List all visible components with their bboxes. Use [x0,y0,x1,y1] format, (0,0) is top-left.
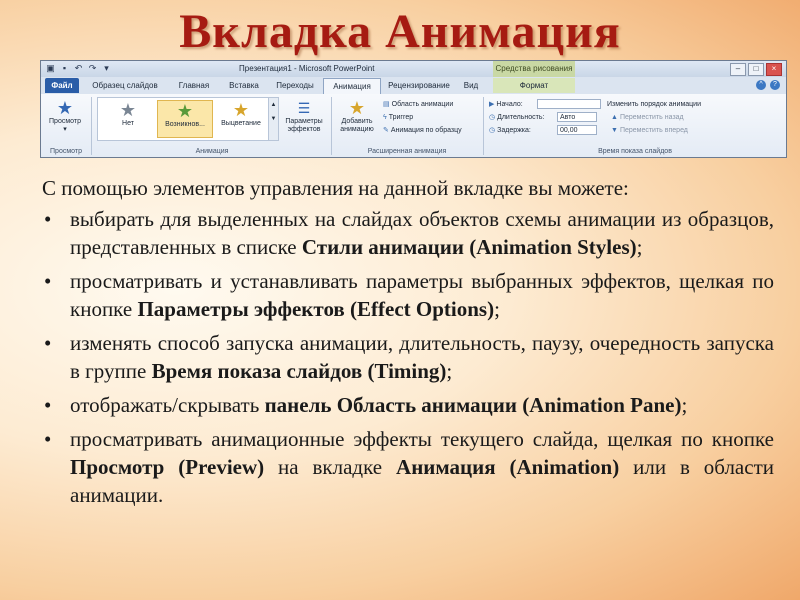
app-icon: ▣ [46,63,55,73]
bullet-item: • просматривать и устанавливать параметры выбранных эффектов, щелкая по кнопке Параметры эффектов (Effect Options); [42,267,774,323]
slide-title: Вкладка Анимация [179,5,621,58]
effect-options-button [281,98,327,134]
tab-insert: Вставка [229,81,259,90]
save-icon: ▪ [62,63,67,73]
gallery-item-label: Выцветание [221,120,261,127]
tab-review: Рецензирование [388,81,450,90]
start-select [537,99,601,109]
effect-options-label: Параметры эффектов [285,118,323,133]
gallery-scroll: ▲ ▼ [268,98,278,140]
ribbon-screenshot [40,60,787,158]
gallery-item-none [101,100,155,136]
group-timing-label: Время показа слайдов [598,148,672,155]
gallery-item-appear [157,100,213,138]
add-animation-label: Добавить анимацию [340,118,374,133]
delay-icon: ◷ [489,127,496,134]
star-none-icon: ★ [119,100,137,120]
gallery-item-label: Возникнов... [165,121,205,128]
window-controls [730,63,782,76]
redo-icon: ↷ [88,63,97,73]
star-appear-icon: ★ [176,101,194,121]
delay-label: ◷ Задержка: [489,127,531,134]
slide-body-text [42,174,774,515]
intro-text: С помощью элементов управления на данной вкладке вы можете: [42,176,629,200]
preview-icon: ★ [56,98,74,118]
arrow-up-icon: ▲ [611,114,618,121]
tab-file: Файл [45,78,79,93]
ribbon-titlebar [41,61,786,77]
reorder-label: Изменить порядок анимации [607,101,701,108]
quick-access-toolbar [45,63,112,74]
ribbon-tabs [41,77,786,94]
maximize-icon: □ [748,63,764,76]
bullet-item: • изменять способ запуска анимации, длительность, паузу, очередность запуска в группе Время показа слайдов (Timing); [42,329,774,385]
arrow-down-icon: ▼ [611,127,618,134]
start-icon: ▶ [489,101,495,108]
separator [331,97,332,155]
trigger-icon: ϟ [383,114,387,121]
bullet-item: • отображать/скрывать панель Область анимации (Animation Pane); [42,391,774,419]
pane-icon: ▤ [383,101,390,108]
duration-label: ◷ Длительность: [489,114,545,121]
tab-transitions: Переходы [276,81,314,90]
minimize-icon: – [730,63,746,76]
gallery-item-fade [214,100,268,136]
trigger-button: ϟ Триггер [383,114,414,121]
help-area [756,80,780,90]
animation-painter-button: ✎ Анимация по образцу [383,127,462,134]
star-fade-icon: ★ [232,100,250,120]
tab-animation: Анимация [323,78,381,94]
start-label: ▶ Начало: [489,101,523,108]
ribbon-body [41,94,786,157]
minimize-ribbon-icon: ^ [756,80,766,90]
preview-label: Просмотр [49,118,81,125]
tab-home: Главная [178,81,210,90]
help-icon: ? [770,80,780,90]
context-title: Средства рисования [493,61,575,77]
bullet-list [42,205,774,509]
group-advanced-label: Расширенная анимация [367,148,447,155]
painter-icon: ✎ [383,127,389,134]
effect-options-icon: ☰ [297,100,311,116]
gallery-item-label: Нет [122,120,134,127]
customize-icon: ▾ [104,63,109,73]
duration-icon: ◷ [489,114,496,121]
close-icon: × [766,63,782,76]
separator [483,97,484,155]
undo-icon: ↶ [74,63,83,73]
move-forward-button: ▼ Переместить вперед [611,127,688,134]
bullet-item: • выбирать для выделенных на слайдах объектов схемы анимации из образцов, представленных в списке Стили анимации (Animation Styles); [42,205,774,261]
add-animation-button [335,98,379,134]
group-animation-label: Анимация [195,148,229,155]
duration-field: Авто [557,112,597,122]
animation-pane-button: ▤ Область анимации [383,101,454,108]
preview-button: ★ Просмотр ▾ [45,98,85,134]
animation-gallery [97,97,279,141]
group-preview-label: Просмотр [50,148,82,155]
add-animation-icon: ★ [348,98,366,118]
tab-view: Вид [463,81,479,90]
separator [91,97,92,155]
move-back-button: ▲ Переместить назад [611,114,684,121]
tab-slide-master: Образец слайдов [92,81,158,90]
delay-field: 00,00 [557,125,597,135]
tab-format: Формат [493,78,575,93]
bullet-item: • просматривать анимационные эффекты текущего слайда, щелкая по кнопке Просмотр (Preview) на вкладке Анимация (Animation) или в области анимации. [42,425,774,509]
window-title: Презентация1 - Microsoft PowerPoint [239,64,375,73]
